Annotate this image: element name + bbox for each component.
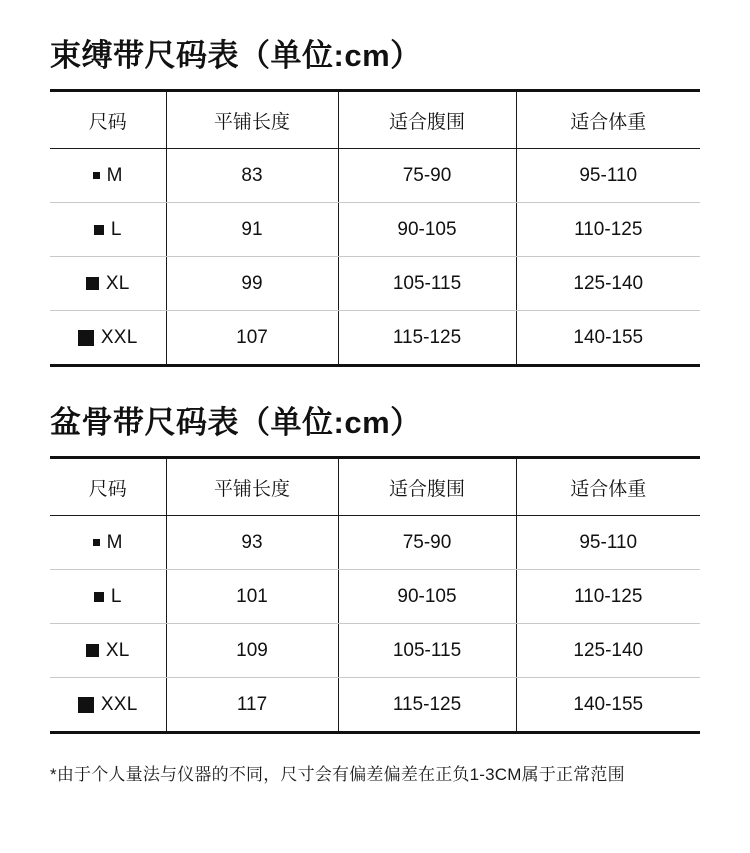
cell-length: 117: [166, 678, 338, 733]
size-marker-icon: [78, 697, 94, 713]
size-marker-icon: [86, 644, 99, 657]
size-chart-section-belly-band: [50, 0, 700, 367]
cell-waist: 115-125: [338, 311, 516, 366]
cell-length: 101: [166, 570, 338, 624]
size-table-belly-band: [50, 89, 700, 367]
cell-waist: 90-105: [338, 203, 516, 257]
column-header-size: 尺码: [50, 458, 166, 516]
column-header-weight: 适合体重: [516, 91, 700, 149]
table-row: [50, 624, 700, 678]
cell-weight: 95-110: [516, 149, 700, 203]
size-label: XXL: [100, 693, 138, 715]
size-label: M: [106, 531, 123, 553]
section-title: 盆骨带尺码表（单位:cm）: [50, 405, 422, 440]
size-label: XL: [105, 272, 130, 294]
page-title: 束缚带尺码表（单位:cm）: [50, 38, 422, 73]
size-label: M: [106, 164, 123, 186]
table-header-row: [50, 91, 700, 149]
cell-waist: 90-105: [338, 570, 516, 624]
cell-weight: 110-125: [516, 570, 700, 624]
cell-size: [50, 149, 166, 203]
size-label: XL: [105, 639, 130, 661]
table-header-row: [50, 458, 700, 516]
cell-waist: 75-90: [338, 149, 516, 203]
cell-weight: 125-140: [516, 257, 700, 311]
size-chart-section-pelvic-band: [50, 367, 700, 734]
size-marker-icon: [93, 172, 100, 179]
cell-size: [50, 678, 166, 733]
cell-length: 83: [166, 149, 338, 203]
table-row: [50, 570, 700, 624]
column-header-length: 平铺长度: [166, 458, 338, 516]
cell-size: [50, 570, 166, 624]
footnote: *由于个人量法与仪器的不同，尺寸会有偏差偏差在正负1-3CM属于正常范围: [50, 765, 625, 784]
cell-size: [50, 203, 166, 257]
cell-length: 109: [166, 624, 338, 678]
table-row: [50, 149, 700, 203]
table-row: [50, 257, 700, 311]
table-row: [50, 516, 700, 570]
cell-waist: 105-115: [338, 257, 516, 311]
column-header-size: 尺码: [50, 91, 166, 149]
cell-size: [50, 624, 166, 678]
cell-length: 93: [166, 516, 338, 570]
size-marker-icon: [93, 539, 100, 546]
size-label: XXL: [100, 326, 138, 348]
column-header-waist: 适合腹围: [338, 458, 516, 516]
cell-weight: 125-140: [516, 624, 700, 678]
size-marker-icon: [94, 592, 104, 602]
column-header-weight: 适合体重: [516, 458, 700, 516]
cell-length: 99: [166, 257, 338, 311]
cell-waist: 105-115: [338, 624, 516, 678]
cell-waist: 75-90: [338, 516, 516, 570]
size-label: L: [110, 218, 122, 240]
size-marker-icon: [78, 330, 94, 346]
cell-weight: 95-110: [516, 516, 700, 570]
cell-weight: 140-155: [516, 311, 700, 366]
table-row: [50, 678, 700, 733]
cell-weight: 140-155: [516, 678, 700, 733]
size-table-pelvic-band: [50, 456, 700, 734]
cell-size: [50, 257, 166, 311]
cell-waist: 115-125: [338, 678, 516, 733]
column-header-waist: 适合腹围: [338, 91, 516, 149]
size-label: L: [110, 585, 122, 607]
cell-length: 91: [166, 203, 338, 257]
table-row: [50, 311, 700, 366]
table-row: [50, 203, 700, 257]
cell-size: [50, 311, 166, 366]
cell-weight: 110-125: [516, 203, 700, 257]
column-header-length: 平铺长度: [166, 91, 338, 149]
size-marker-icon: [86, 277, 99, 290]
cell-length: 107: [166, 311, 338, 366]
size-marker-icon: [94, 225, 104, 235]
cell-size: [50, 516, 166, 570]
